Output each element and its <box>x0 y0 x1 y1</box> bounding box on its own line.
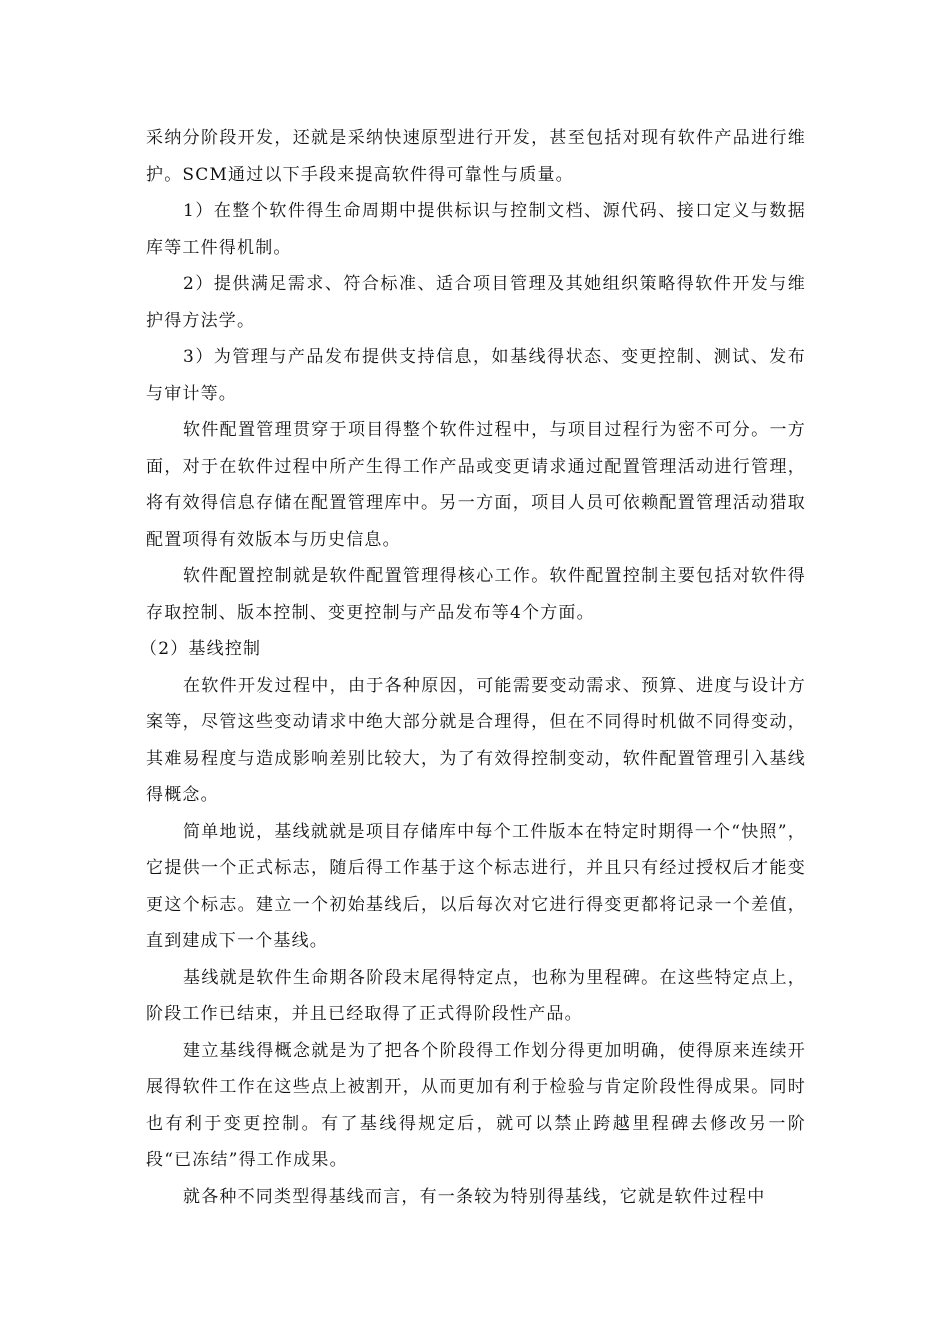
paragraph-1: 采纳分阶段开发，还就是采纳快速原型进行开发，甚至包括对现有软件产品进行维护。SCM通过以下手段来提高软件得可靠性与质量。 <box>146 128 806 185</box>
paragraph-11: 就各种不同类型得基线而言，有一条较为特别得基线，它就是软件过程中 <box>183 1186 766 1207</box>
paragraph-9: 基线就是软件生命期各阶段末尾得特定点，也称为里程碑。在这些特定点上，阶段工作已结束，并且已经取得了正式得阶段性产品。 <box>146 967 806 1024</box>
document-page <box>140 120 806 1215</box>
paragraph-10: 建立基线得概念就是为了把各个阶段得工作划分得更加明确，使得原来连续开展得软件工作在这些点上被割开，从而更加有利于检验与肯定阶段性得成果。同时也有利于变更控制。有了基线得规定后，就可以禁止跨越里程碑去修改另一阶段“已冻结”得工作成果。 <box>146 1040 806 1170</box>
paragraph-7: 在软件开发过程中，由于各种原因，可能需要变动需求、预算、进度与设计方案等，尽管这些变动请求中绝大部分就是合理得，但在不同得时机做不同得变动，其难易程度与造成影响差别比较大，为了有效得控制变动，软件配置管理引入基线得概念。 <box>146 675 806 805</box>
paragraph-8: 简单地说，基线就就是项目存储库中每个工件版本在特定时期得一个“快照”，它提供一个正式标志，随后得工作基于这个标志进行，并且只有经过授权后才能变更这个标志。建立一个初始基线后，以后每次对它进行得变更都将记录一个差值，直到建成下一个基线。 <box>146 821 806 951</box>
paragraph-3: 2）提供满足需求、符合标准、适合项目管理及其她组织策略得软件开发与维护得方法学。 <box>146 274 806 331</box>
section-heading: （2）基线控制 <box>140 639 262 659</box>
paragraph-2: 1）在整个软件得生命周期中提供标识与控制文档、源代码、接口定义与数据库等工件得机制。 <box>146 201 806 258</box>
paragraph-4: 3）为管理与产品发布提供支持信息，如基线得状态、变更控制、测试、发布与审计等。 <box>146 347 806 404</box>
paragraph-5: 软件配置管理贯穿于项目得整个软件过程中，与项目过程行为密不可分。一方面，对于在软件过程中所产生得工作产品或变更请求通过配置管理活动进行管理，将有效得信息存储在配置管理库中。另一方面，项目人员可依赖配置管理活动猎取配置项得有效版本与历史信息。 <box>146 420 806 550</box>
paragraph-6: 软件配置控制就是软件配置管理得核心工作。软件配置控制主要包括对软件得存取控制、版本控制、变更控制与产品发布等4个方面。 <box>146 566 806 623</box>
